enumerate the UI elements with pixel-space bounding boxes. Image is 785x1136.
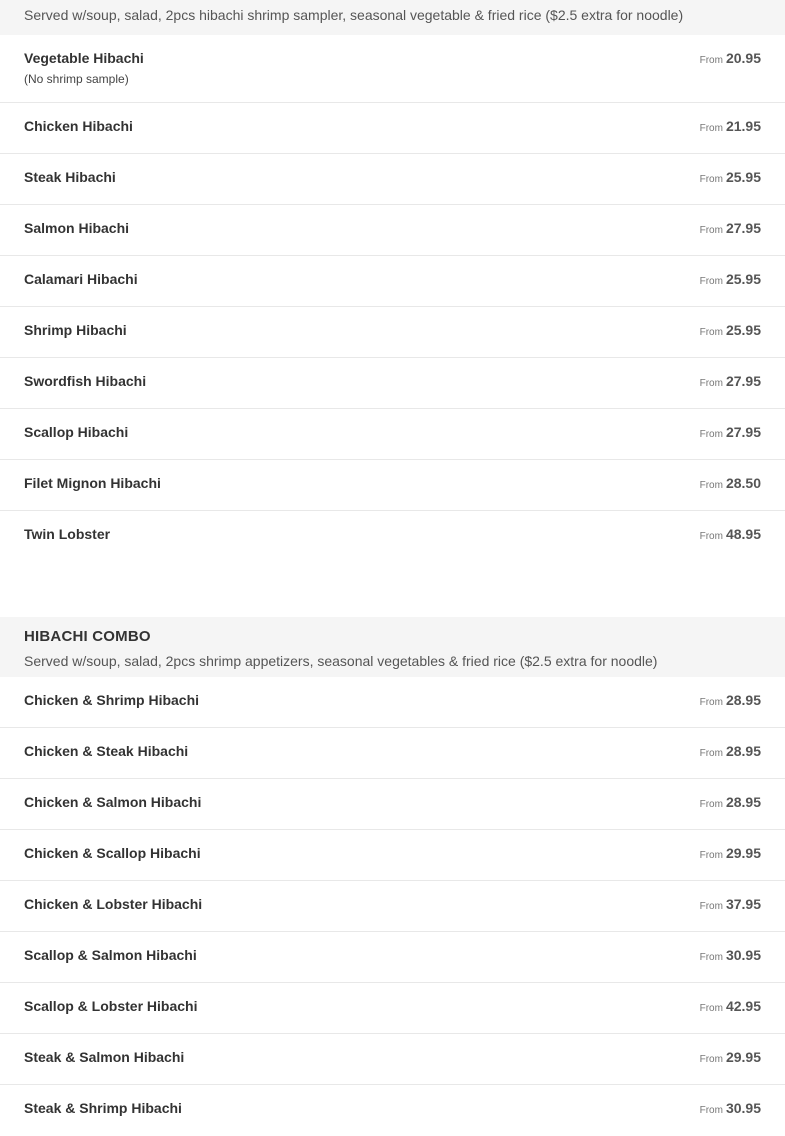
from-label: From [699, 378, 723, 389]
from-label: From [699, 952, 723, 963]
menu-item-chicken-hibachi[interactable] [0, 103, 785, 154]
item-price [700, 49, 761, 70]
price-value: 30.95 [725, 1100, 761, 1116]
menu-item-chicken-scallop-hibachi[interactable] [0, 830, 785, 881]
menu-item-calamari-hibachi[interactable] [0, 256, 785, 307]
item-price [700, 1099, 761, 1120]
from-label: From [699, 1054, 723, 1065]
item-name: Chicken & Salmon Hibachi [24, 794, 202, 810]
item-note: (No shrimp sample) [24, 72, 129, 86]
item-name: Vegetable Hibachi [24, 50, 144, 66]
price-value: 28.95 [725, 692, 761, 708]
price-value: 20.95 [725, 50, 761, 66]
item-name: Chicken & Shrimp Hibachi [24, 692, 200, 708]
item-name: Chicken Hibachi [24, 118, 133, 134]
section-description: Served w/soup, salad, 2pcs hibachi shrimp sampler, seasonal vegetable & fried rice ($2.5 extra for noodle) [24, 7, 684, 23]
from-label: From [699, 276, 723, 287]
item-price [700, 168, 761, 189]
menu-item-swordfish-hibachi[interactable] [0, 358, 785, 409]
item-price [700, 742, 761, 763]
item-price [700, 844, 761, 865]
menu-item-steak-hibachi[interactable] [0, 154, 785, 205]
item-price [700, 1048, 761, 1069]
item-name: Chicken & Scallop Hibachi [24, 845, 201, 861]
item-price [700, 946, 761, 967]
menu-item-vegetable-hibachi[interactable] [0, 35, 785, 103]
item-price [700, 423, 761, 444]
item-price [700, 895, 761, 916]
item-name: Chicken & Steak Hibachi [24, 743, 189, 759]
section-spacer [0, 562, 785, 617]
menu-item-steak-shrimp-hibachi[interactable] [0, 1085, 785, 1136]
price-value: 42.95 [725, 998, 761, 1014]
price-value: 37.95 [725, 896, 761, 912]
price-value: 29.95 [725, 845, 761, 861]
from-label: From [699, 1003, 723, 1014]
price-value: 27.95 [725, 220, 761, 236]
from-label: From [699, 480, 723, 491]
price-value: 27.95 [725, 424, 761, 440]
menu-item-shrimp-hibachi[interactable] [0, 307, 785, 358]
item-name: Scallop & Lobster Hibachi [24, 998, 198, 1014]
from-label: From [699, 123, 723, 134]
from-label: From [699, 748, 723, 759]
section-header-hibachi [0, 0, 785, 35]
menu-item-filet-mignon-hibachi[interactable] [0, 460, 785, 511]
item-price [700, 525, 761, 546]
section-header-hibachi-combo [0, 617, 785, 677]
price-value: 28.50 [725, 475, 761, 491]
from-label: From [699, 174, 723, 185]
item-name: Chicken & Lobster Hibachi [24, 896, 203, 912]
from-label: From [699, 327, 723, 338]
item-name: Shrimp Hibachi [24, 322, 127, 338]
from-label: From [699, 901, 723, 912]
item-price [700, 321, 761, 342]
menu-item-scallop-lobster-hibachi[interactable] [0, 983, 785, 1034]
price-value: 25.95 [725, 169, 761, 185]
item-price [700, 474, 761, 495]
item-name: Calamari Hibachi [24, 271, 138, 287]
price-value: 30.95 [725, 947, 761, 963]
price-value: 25.95 [725, 271, 761, 287]
from-label: From [699, 1105, 723, 1116]
item-price [700, 793, 761, 814]
item-price [700, 219, 761, 240]
from-label: From [699, 799, 723, 810]
price-value: 25.95 [725, 322, 761, 338]
item-name: Scallop & Salmon Hibachi [24, 947, 197, 963]
price-value: 21.95 [725, 118, 761, 134]
item-name: Twin Lobster [24, 526, 111, 542]
price-value: 29.95 [725, 1049, 761, 1065]
price-value: 28.95 [725, 743, 761, 759]
item-price [700, 691, 761, 712]
item-price [700, 997, 761, 1018]
item-name: Filet Mignon Hibachi [24, 475, 161, 491]
item-name: Salmon Hibachi [24, 220, 130, 236]
item-price [700, 270, 761, 291]
from-label: From [699, 697, 723, 708]
menu-item-chicken-shrimp-hibachi[interactable] [0, 677, 785, 728]
price-value: 28.95 [725, 794, 761, 810]
menu-item-chicken-lobster-hibachi[interactable] [0, 881, 785, 932]
menu-item-chicken-salmon-hibachi[interactable] [0, 779, 785, 830]
menu-item-steak-salmon-hibachi[interactable] [0, 1034, 785, 1085]
menu-item-scallop-hibachi[interactable] [0, 409, 785, 460]
item-price [700, 117, 761, 138]
item-price [700, 372, 761, 393]
item-name: Scallop Hibachi [24, 424, 129, 440]
section-title: HIBACHI COMBO [24, 628, 151, 645]
price-value: 27.95 [725, 373, 761, 389]
from-label: From [699, 850, 723, 861]
from-label: From [699, 55, 723, 66]
price-value: 48.95 [725, 526, 761, 542]
item-name: Steak & Shrimp Hibachi [24, 1100, 182, 1116]
item-name: Steak Hibachi [24, 169, 116, 185]
from-label: From [699, 429, 723, 440]
menu-item-chicken-steak-hibachi[interactable] [0, 728, 785, 779]
menu-item-salmon-hibachi[interactable] [0, 205, 785, 256]
from-label: From [699, 225, 723, 236]
menu-item-twin-lobster[interactable] [0, 511, 785, 562]
item-name: Steak & Salmon Hibachi [24, 1049, 185, 1065]
from-label: From [699, 531, 723, 542]
item-name: Swordfish Hibachi [24, 373, 147, 389]
section-description: Served w/soup, salad, 2pcs shrimp appetizers, seasonal vegetables & fried rice ($2.5 extra for noodle) [24, 653, 658, 669]
menu-item-scallop-salmon-hibachi[interactable] [0, 932, 785, 983]
